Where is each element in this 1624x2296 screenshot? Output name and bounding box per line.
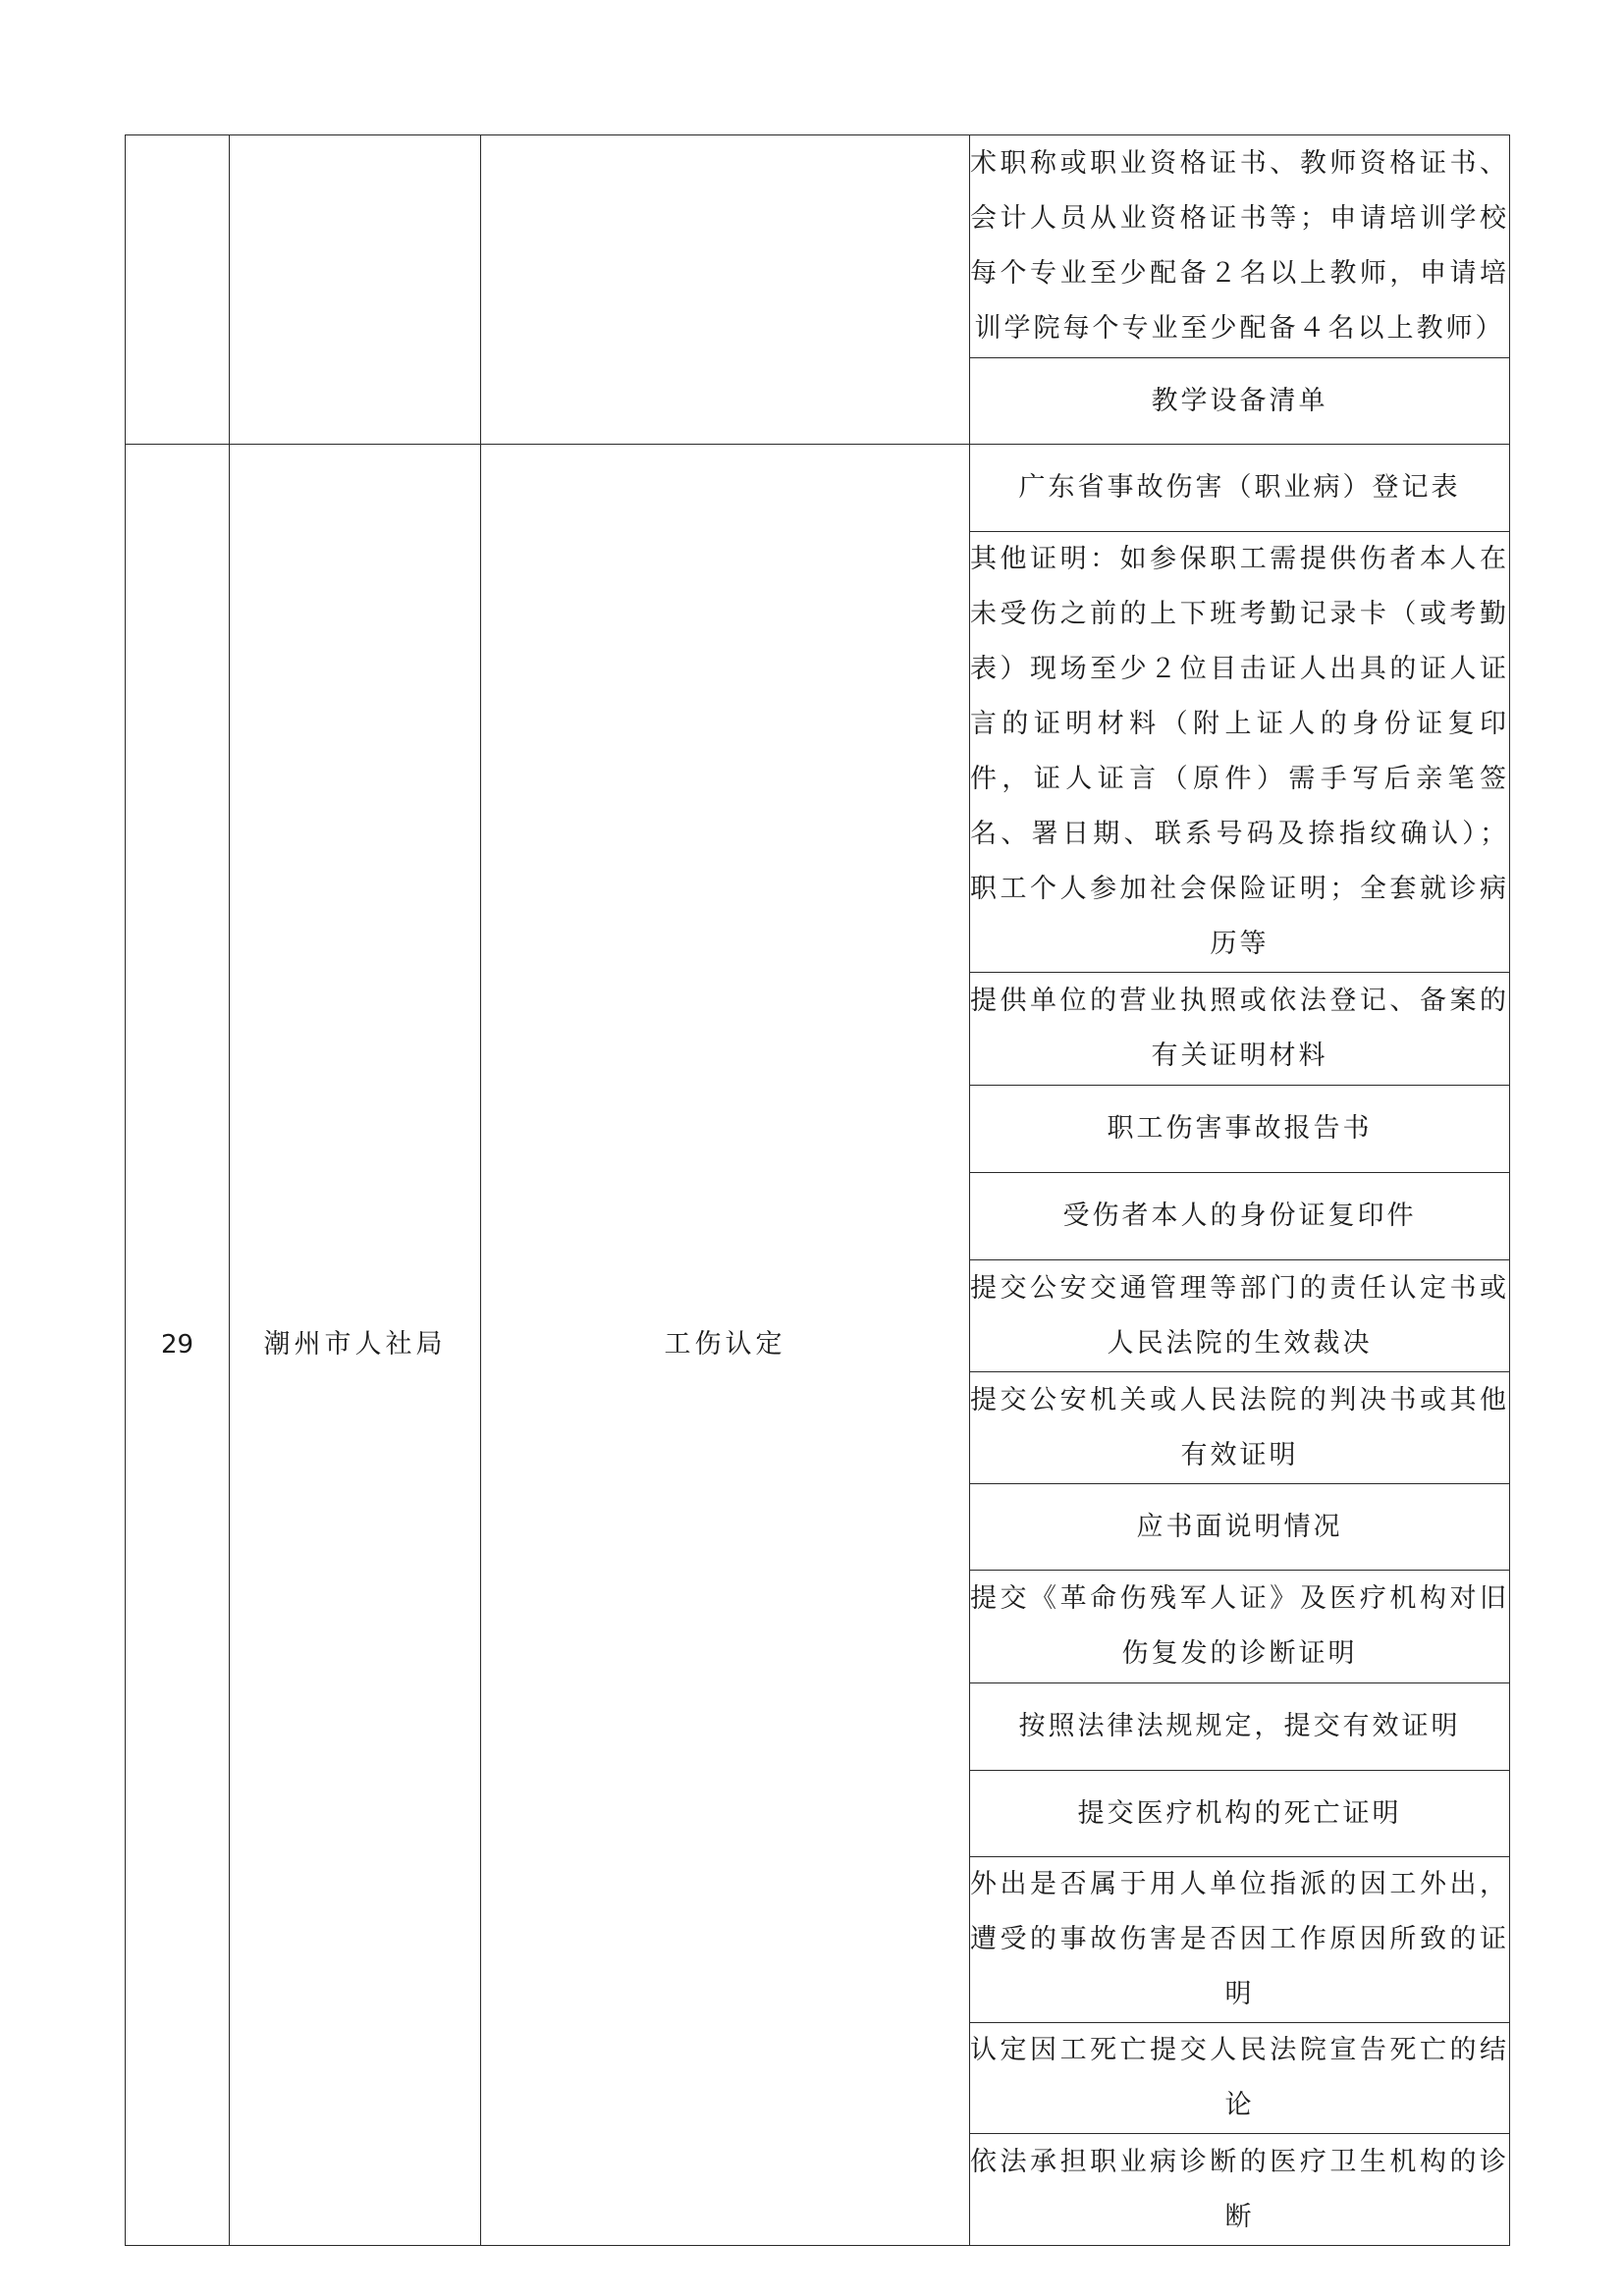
materials-table: [125, 134, 1510, 2246]
material-cell: 提交医疗机构的死亡证明: [970, 1771, 1510, 1857]
table-row: [126, 135, 1510, 358]
item-cell: [481, 135, 970, 445]
item-cell: 工伤认定: [481, 445, 970, 2246]
material-cell: 受伤者本人的身份证复印件: [970, 1173, 1510, 1260]
material-cell: 提交《革命伤残军人证》及医疗机构对旧伤复发的诊断证明: [970, 1571, 1510, 1683]
department-cell: [230, 135, 481, 445]
material-cell: 提供单位的营业执照或依法登记、备案的有关证明材料: [970, 973, 1510, 1086]
table-row: [126, 445, 1510, 532]
index-cell: 29: [126, 445, 230, 2246]
material-cell: 外出是否属于用人单位指派的因工外出，遭受的事故伤害是否因工作原因所致的证明: [970, 1857, 1510, 2023]
material-cell: 其他证明：如参保职工需提供伤者本人在未受伤之前的上下班考勤记录卡（或考勤表）现场至少２位目击证人出具的证人证言的证明材料（附上证人的身份证复印件，证人证言（原件）需手写后亲笔签名、署日期、联系号码及捺指纹确认）；职工个人参加社会保险证明；全套就诊病历等: [970, 532, 1510, 973]
material-cell: 应书面说明情况: [970, 1484, 1510, 1571]
material-cell: 职工伤害事故报告书: [970, 1086, 1510, 1173]
material-cell: 教学设备清单: [970, 358, 1510, 445]
material-cell: 认定因工死亡提交人民法院宣告死亡的结论: [970, 2023, 1510, 2134]
material-cell: 提交公安机关或人民法院的判决书或其他有效证明: [970, 1372, 1510, 1484]
material-cell: 依法承担职业病诊断的医疗卫生机构的诊断: [970, 2134, 1510, 2246]
material-cell: 广东省事故伤害（职业病）登记表: [970, 445, 1510, 532]
material-cell: 提交公安交通管理等部门的责任认定书或人民法院的生效裁决: [970, 1260, 1510, 1372]
department-cell: 潮州市人社局: [230, 445, 481, 2246]
material-cell: 按照法律法规规定，提交有效证明: [970, 1683, 1510, 1771]
material-cell: 术职称或职业资格证书、教师资格证书、会计人员从业资格证书等；申请培训学校每个专业至少配备２名以上教师，申请培训学院每个专业至少配备４名以上教师）: [970, 135, 1510, 358]
index-cell: [126, 135, 230, 445]
